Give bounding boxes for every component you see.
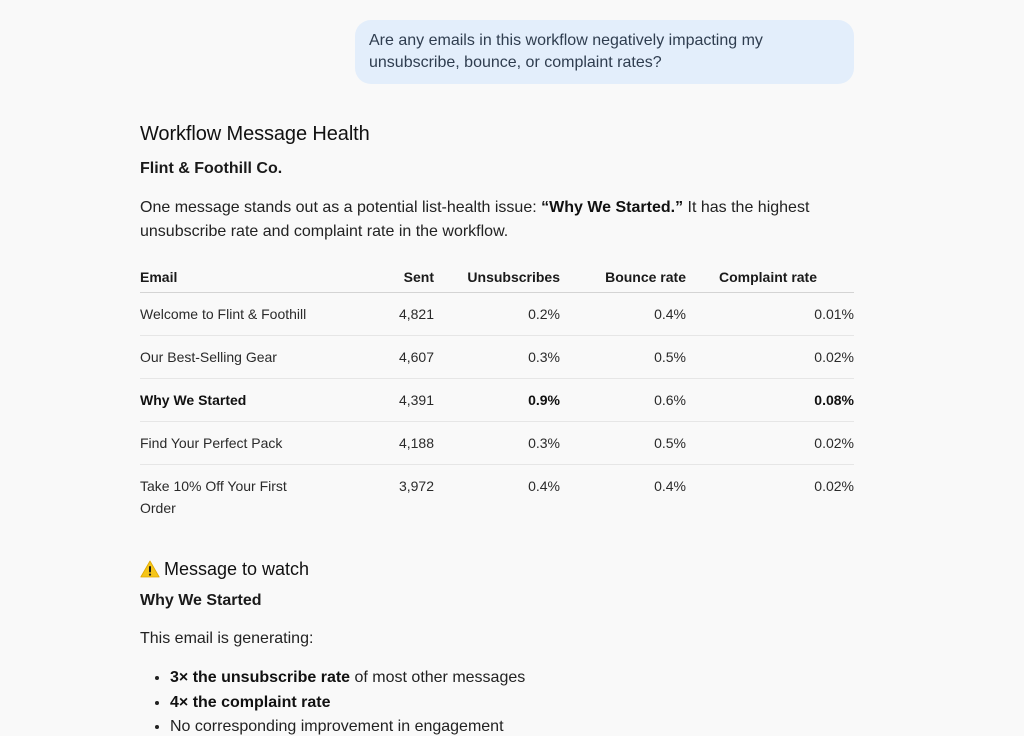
header-sent: Sent [320, 262, 434, 293]
cell-bounce-rate: 0.4% [560, 293, 686, 336]
table-row [140, 293, 854, 336]
intro-paragraph [140, 196, 854, 244]
cell-sent: 4,188 [320, 422, 434, 465]
bullet-bold: 4× the complaint rate [170, 693, 331, 711]
header-complaint-rate: Complaint rate [686, 262, 854, 293]
cell-bounce-rate: 0.4% [654, 478, 686, 494]
list-item [170, 691, 854, 716]
cell-sent: 4,607 [320, 336, 434, 379]
cell-sent: 3,972 [398, 478, 434, 494]
cell-unsubscribes: 0.3% [434, 422, 560, 465]
table-row [140, 336, 854, 379]
bullet-text: of most other messages [350, 669, 526, 686]
bullet-text: No corresponding improvement in engagement [170, 718, 504, 735]
intro-text-start: One message stands out as a potential list-health issue: [140, 199, 542, 216]
user-message-text: Are any emails in this workflow negatively impacting my unsubscribe, bounce, or complaint rates? [369, 32, 763, 71]
table-row-highlighted [140, 379, 854, 422]
cell-email [140, 465, 320, 532]
cell-complaint-rate: 0.02% [686, 336, 854, 379]
cell-bounce-rate: 0.5% [560, 336, 686, 379]
header-email: Email [140, 262, 320, 293]
cell-complaint-rate: 0.01% [686, 293, 854, 336]
bullet-bold: 3× the unsubscribe rate [170, 669, 351, 686]
watch-heading-text: Message to watch [164, 559, 310, 579]
warning-icon [140, 560, 160, 578]
header-unsubscribes: Unsubscribes [434, 262, 560, 293]
watch-heading [140, 557, 854, 581]
watch-subject: Why We Started [140, 592, 262, 609]
cell-sent: 4,391 [320, 379, 434, 422]
cell-complaint-rate: 0.02% [686, 422, 854, 465]
cell-bounce-rate: 0.6% [560, 379, 686, 422]
cell-email: Our Best-Selling Gear [140, 336, 320, 379]
intro-text-end: It has the highest unsubscribe rate and complaint rate in the workflow. [140, 199, 810, 240]
watch-lead: This email is generating: [140, 630, 314, 647]
cell-complaint-rate: 0.02% [814, 478, 854, 494]
cell-email-text: Take 10% Off Your First Order [140, 478, 287, 516]
cell-unsubscribes: 0.3% [434, 336, 560, 379]
cell-unsubscribes: 0.4% [528, 478, 560, 494]
cell-email: Why We Started [140, 379, 320, 422]
company-name: Flint & Foothill Co. [140, 160, 283, 177]
cell-bounce-rate: 0.5% [560, 422, 686, 465]
message-health-table [140, 262, 854, 531]
list-item [170, 715, 854, 736]
table-row [140, 465, 854, 532]
table-row [140, 422, 854, 465]
cell-complaint-rate: 0.08% [686, 379, 854, 422]
cell-email: Welcome to Flint & Foothill [140, 293, 320, 336]
header-bounce-rate: Bounce rate [560, 262, 686, 293]
cell-unsubscribes: 0.9% [434, 379, 560, 422]
cell-unsubscribes: 0.2% [434, 293, 560, 336]
cell-email: Find Your Perfect Pack [140, 422, 320, 465]
intro-highlight: “Why We Started.” [541, 199, 684, 216]
watch-bullets [140, 666, 854, 736]
cell-sent: 4,821 [320, 293, 434, 336]
user-message-bubble [355, 20, 854, 84]
assistant-response [140, 120, 854, 736]
list-item [170, 666, 854, 691]
response-title: Workflow Message Health [140, 123, 370, 145]
table-header-row [140, 262, 854, 293]
